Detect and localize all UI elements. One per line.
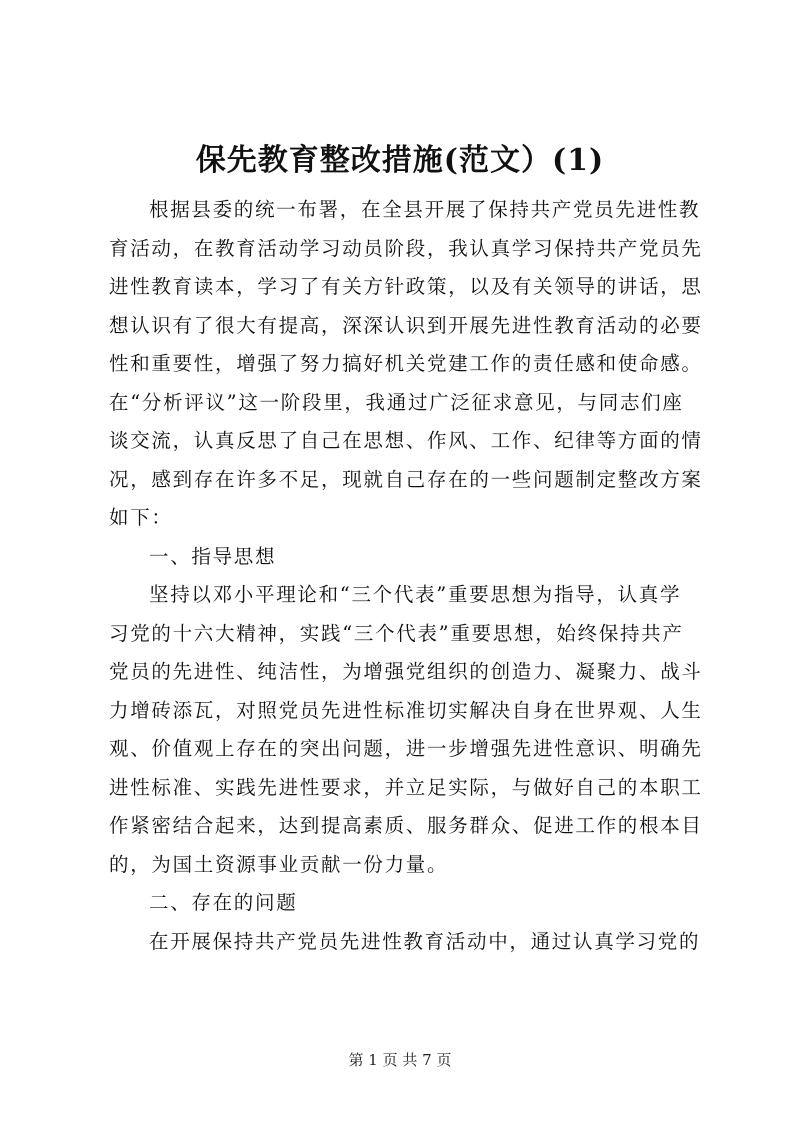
text-line: 根据县委的统一布署，在全县开展了保持共产党员先进性教	[149, 198, 701, 221]
text-line: 在开展保持共产党员先进性教育活动中，通过认真学习党的	[149, 929, 701, 953]
text-line: 想认识有了很大有提高，深深认识到开展先进性教育活动的必要	[109, 313, 703, 337]
text-line: 进性教育读本，学习了有关方针政策，以及有关领导的讲话，思	[109, 275, 703, 298]
text-line: 党员的先进性、纯洁性，为增强党组织的创造力、凝聚力、战斗	[109, 660, 703, 683]
text-line: 一、指导思想	[149, 544, 277, 568]
text-line: 如下：	[109, 506, 173, 529]
text-line: 况，感到存在许多不足，现就自己存在的一些问题制定整改方案	[109, 467, 703, 491]
text-line: 二、存在的问题	[149, 891, 298, 914]
paragraph	[109, 923, 719, 962]
text-line: 坚持以邓小平理论和“三个代表”重要思想为指导，认真学	[149, 583, 682, 606]
paragraph	[109, 191, 719, 538]
document-title: 保先教育整改措施(范文）(1)	[195, 143, 605, 178]
text-line: 育活动，在教育活动学习动员阶段，我认真学习保持共产党员先	[109, 236, 703, 260]
text-line: 性和重要性，增强了努力搞好机关党建工作的责任感和使命感。	[109, 352, 703, 375]
text-line: 进性标准、实践先进性要求，并立足实际，与做好自己的本职工	[109, 775, 703, 799]
document-body	[109, 191, 719, 961]
page-number: 第 1 页 共 7 页	[348, 1051, 452, 1069]
paragraph	[109, 576, 719, 884]
text-line: 在“分析评议”这一阶段里，我通过广泛征求意见，与同志们座	[109, 390, 684, 414]
text-line: 习党的十六大精神，实践“三个代表”重要思想，始终保持共产	[109, 621, 684, 645]
text-line: 的，为国土资源事业贡献一份力量。	[109, 852, 449, 876]
text-line: 观、价值观上存在的突出问题，进一步增强先进性意识、明确先	[109, 737, 703, 760]
text-line: 力增砖添瓦，对照党员先进性标准切实解决自身在世界观、人生	[109, 698, 703, 722]
text-line: 作紧密结合起来，达到提高素质、服务群众、促进工作的根本目	[109, 814, 703, 837]
paragraph	[109, 884, 719, 923]
paragraph	[109, 538, 719, 577]
text-line: 谈交流，认真反思了自己在思想、作风、工作、纪律等方面的情	[109, 429, 703, 452]
